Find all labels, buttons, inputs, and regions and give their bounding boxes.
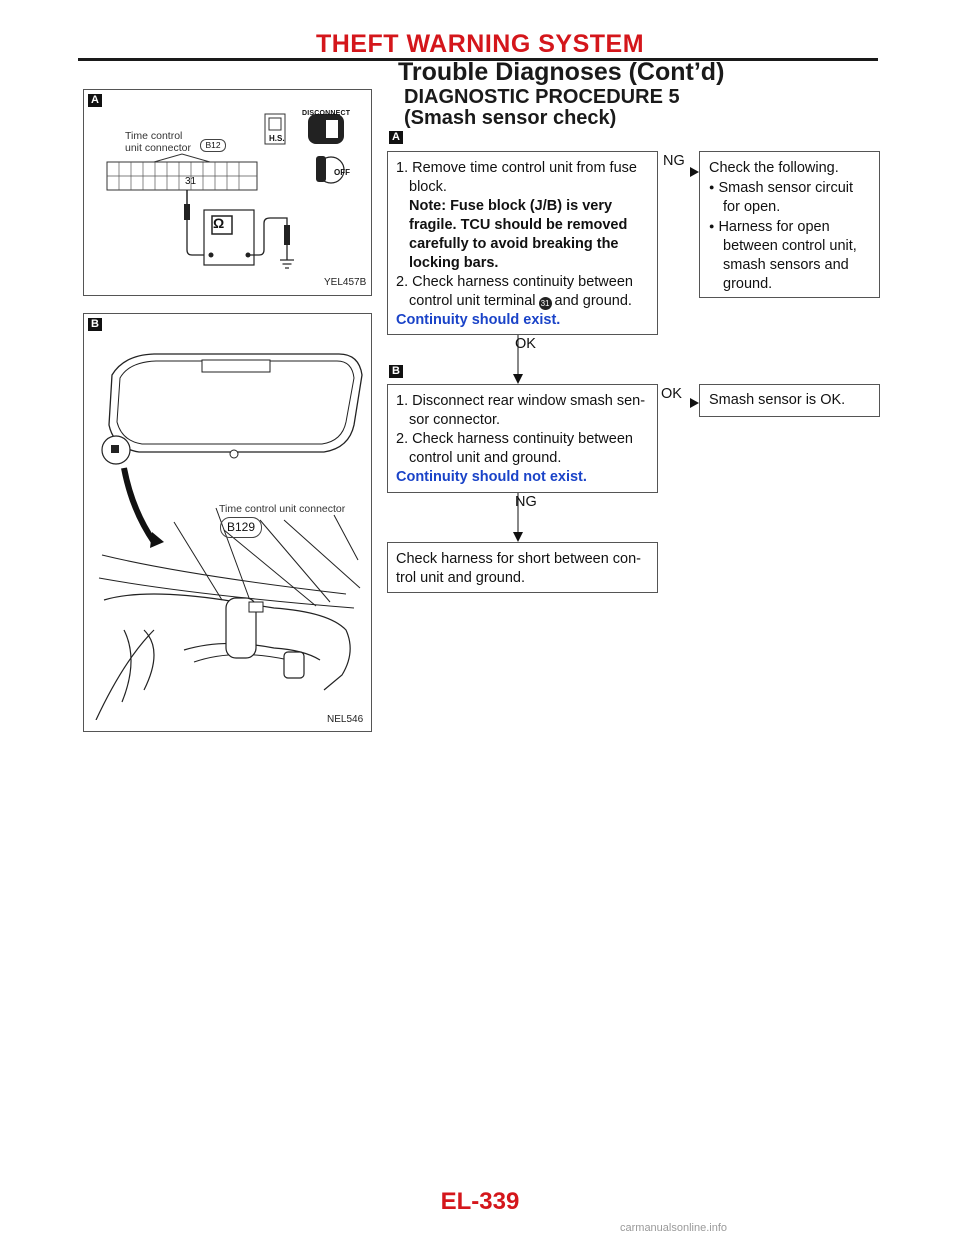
section-title: THEFT WARNING SYSTEM	[315, 30, 645, 58]
result-a-bullet2-cont2: smash sensors and	[723, 257, 849, 273]
step-b-ok-arrow	[658, 397, 700, 409]
step-b-result: Continuity should not exist.	[396, 469, 587, 485]
terminal-31-badge: 31	[539, 297, 552, 310]
watermark: carmanualsonline.info	[620, 1222, 728, 1234]
step-a-result: Continuity should exist.	[396, 312, 561, 328]
result-b-box	[699, 384, 880, 417]
result-a-bullet1-cont: for open.	[723, 199, 781, 215]
step-a-line3: 2. Check harness continuity between	[396, 274, 633, 290]
result-b-text: Smash sensor is OK.	[709, 392, 846, 408]
ohm-symbol: Ω	[213, 215, 225, 231]
figure-a-label-line2: unit connector	[125, 142, 191, 154]
connector-b12-badge: B12	[200, 139, 226, 152]
figure-a-marker: A	[88, 94, 102, 107]
step-a-ok-arrow	[512, 335, 524, 385]
procedure-title-line1: DIAGNOSTIC PROCEDURE 5	[404, 86, 680, 108]
step-b-line1: 1. Disconnect rear window smash sen-	[396, 393, 646, 409]
probe-right	[284, 225, 290, 245]
step-a-line4-tail: and ground.	[554, 293, 632, 309]
disconnect-label: DISCONNECT	[302, 110, 351, 117]
step-a-note2: fragile. TCU should be removed	[409, 217, 628, 233]
figure-a-code: YEL457B	[324, 277, 367, 288]
step-a-ng-arrow	[658, 166, 700, 178]
probe-left	[184, 204, 190, 220]
final-line2: trol unit and ground.	[396, 570, 525, 586]
result-a-bullet2-cont3: ground.	[723, 276, 773, 292]
procedure-title-line2: (Smash sensor check)	[404, 107, 617, 129]
step-a-note1: Note: Fuse block (J/B) is very	[409, 198, 613, 214]
step-b-ok-label: OK	[661, 386, 682, 402]
step-b-line3: 2. Check harness continuity between	[396, 431, 633, 447]
pin-31-label: 31	[185, 176, 197, 187]
result-a-bullet1: ● Smash sensor circuit	[709, 178, 879, 198]
step-a-line1: 1. Remove time control unit from fuse	[396, 160, 637, 176]
step-b-ng-label: NG	[515, 494, 537, 510]
figure-a-label-line1: Time control	[125, 130, 183, 142]
figure-b-label: Time control unit connector	[219, 503, 346, 515]
page-subtitle: Trouble Diagnoses (Cont’d)	[398, 58, 725, 86]
step-a-line4	[396, 292, 657, 311]
step-b-line4: control unit and ground.	[409, 450, 562, 466]
step-a-note4: locking bars.	[409, 255, 499, 271]
step-a-note3: carefully to avoid breaking the	[409, 236, 619, 252]
step-b-box	[387, 384, 658, 493]
connector-b129-badge: B129	[220, 517, 262, 538]
final-line1: Check harness for short between con-	[396, 551, 642, 567]
step-a-line4-text: control unit terminal	[409, 293, 536, 309]
figure-a-diagram	[84, 100, 371, 280]
procedure-title	[404, 87, 680, 129]
result-a-line1: Check the following.	[709, 160, 839, 176]
result-a-box	[699, 151, 880, 298]
hs-label: H.S.	[269, 134, 285, 143]
result-a-bullet2: ● Harness for open	[709, 217, 879, 237]
step-b-ng-arrow	[512, 493, 524, 543]
step-a-box	[387, 151, 658, 335]
ground-symbol	[280, 260, 294, 268]
result-a-bullet2-cont1: between control unit,	[723, 238, 857, 254]
step-a-ng-label: NG	[663, 153, 685, 169]
page-number: EL-339	[440, 1188, 520, 1215]
figure-b-marker: B	[88, 318, 102, 331]
step-b-line2: sor connector.	[409, 412, 501, 428]
figure-b-code: NEL546	[327, 714, 364, 725]
step-a-marker: A	[389, 131, 403, 144]
off-label: OFF	[334, 168, 350, 177]
step-a-ok-label: OK	[515, 336, 536, 352]
final-step-box	[387, 542, 658, 593]
step-a-line2: block.	[409, 179, 447, 195]
step-b-marker: B	[389, 365, 403, 378]
